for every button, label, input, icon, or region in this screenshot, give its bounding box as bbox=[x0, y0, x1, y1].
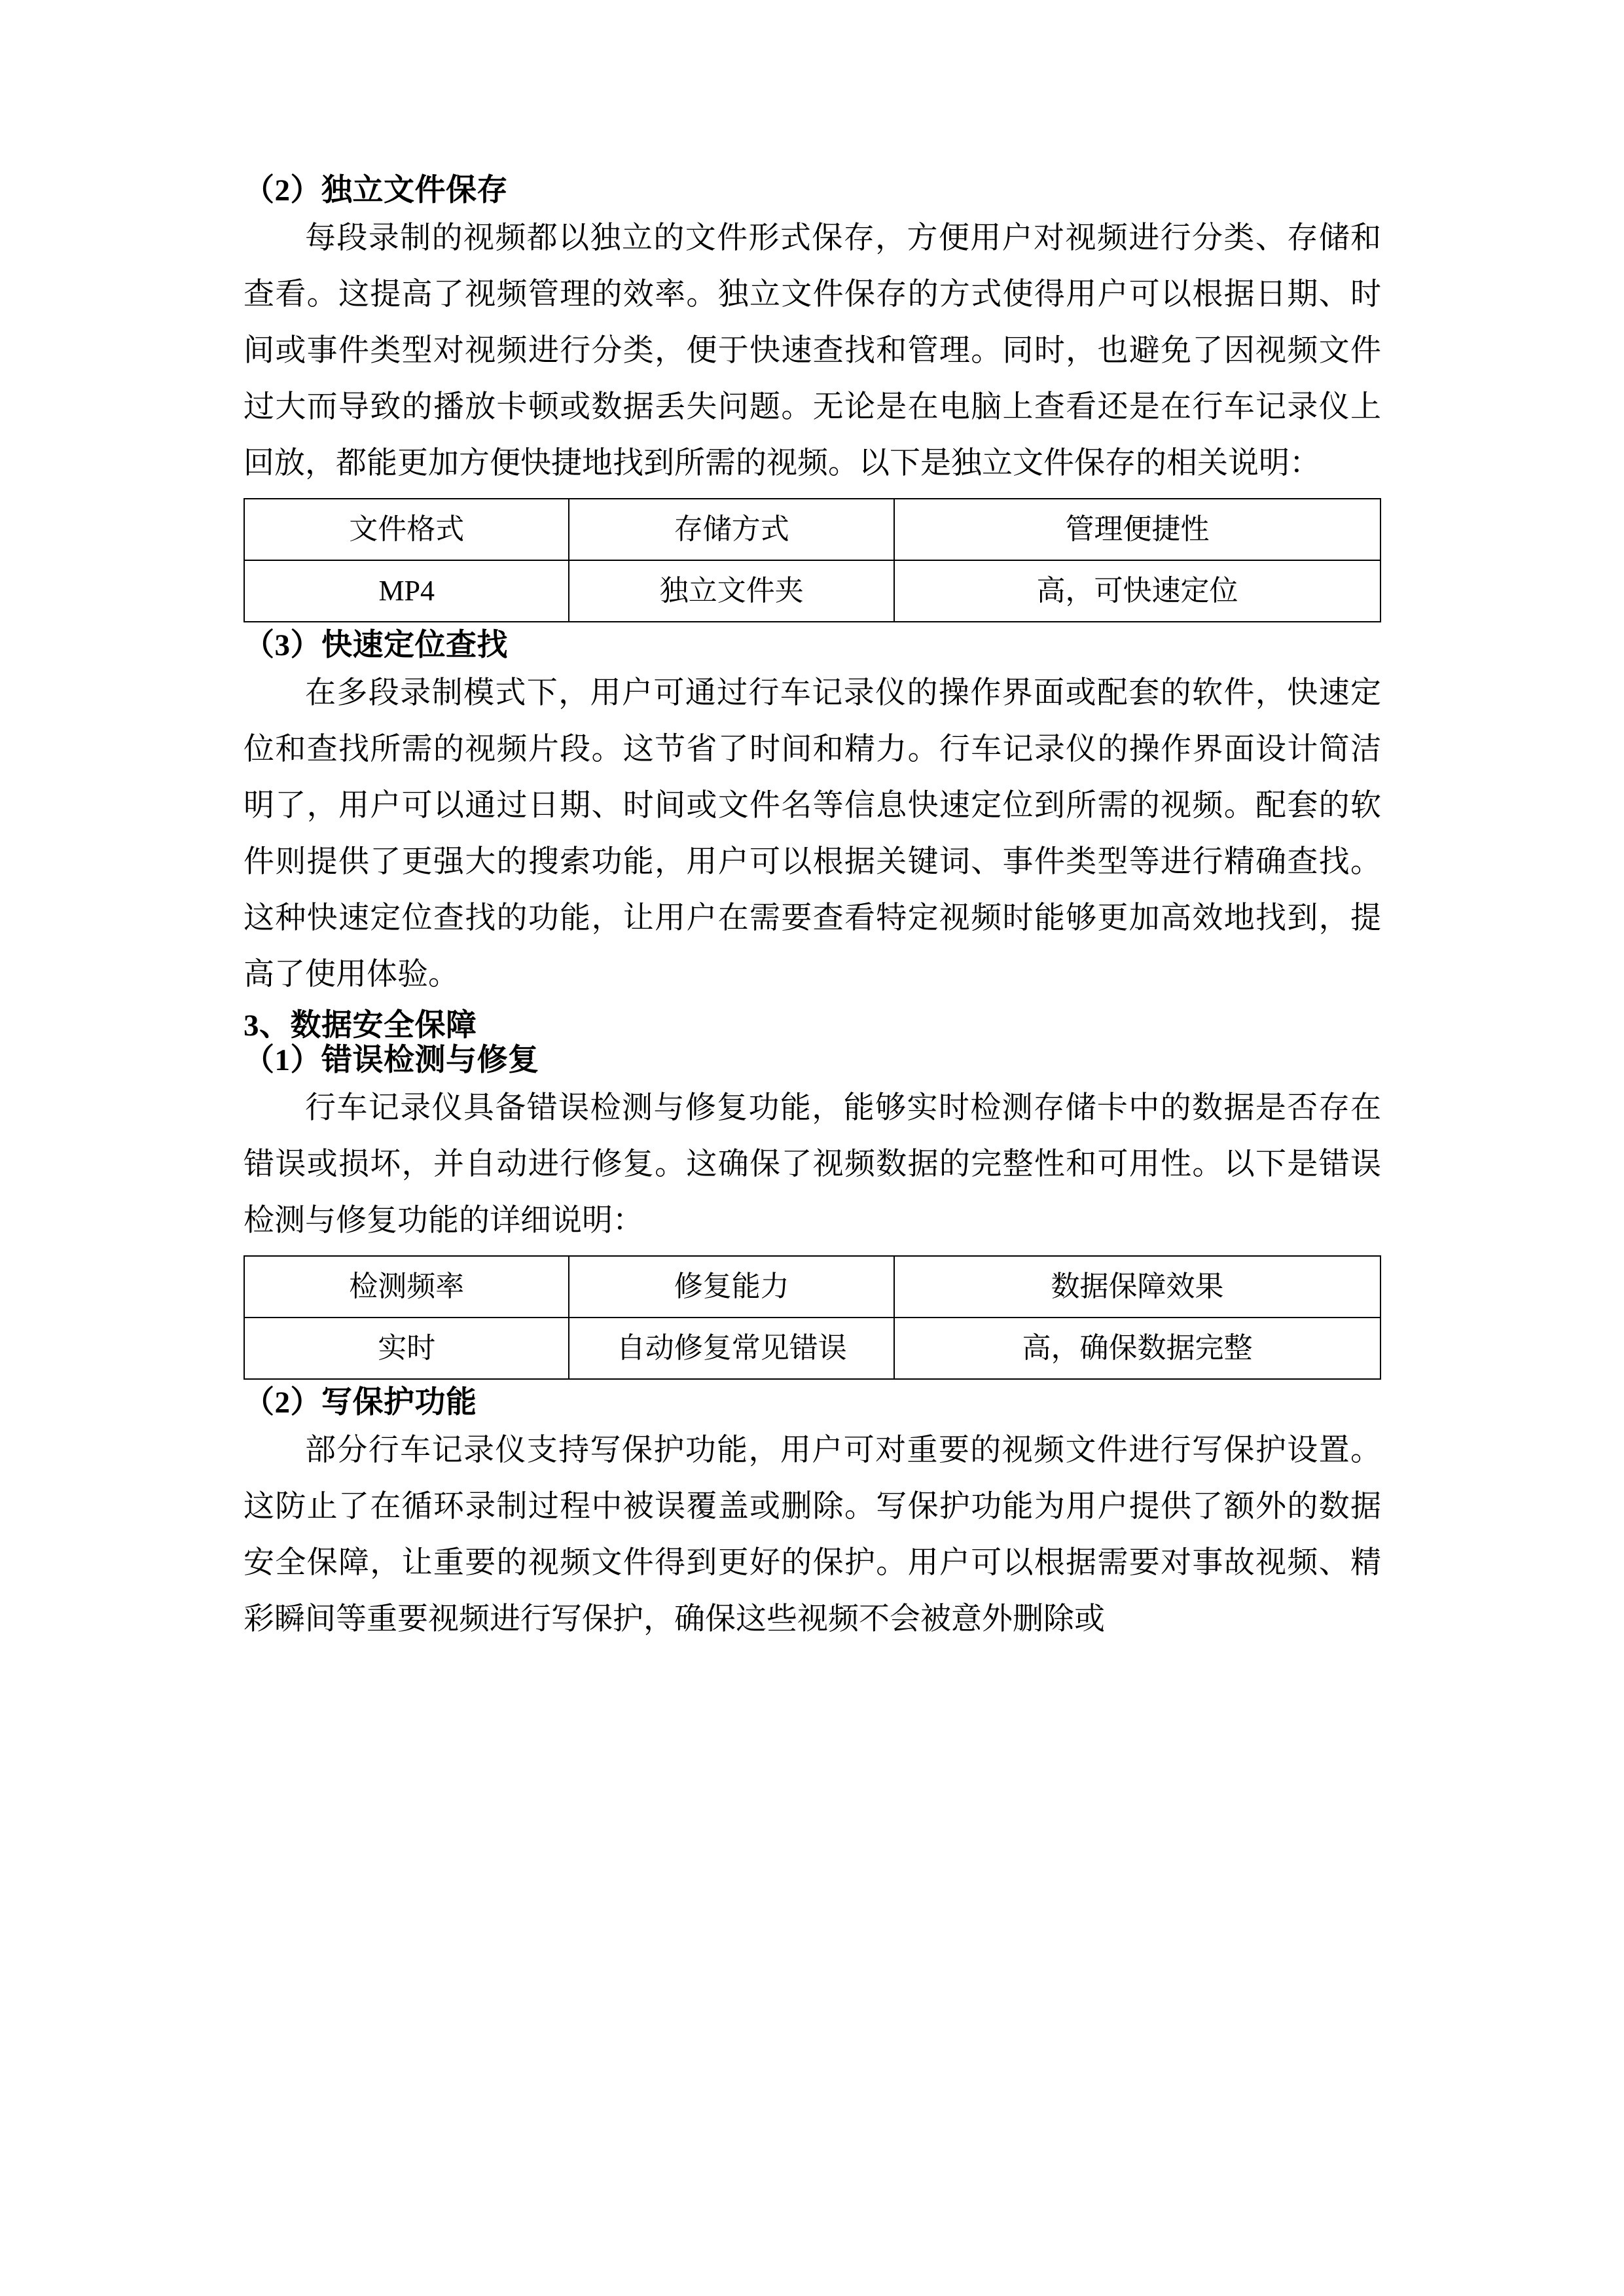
table-header-row bbox=[244, 499, 1380, 560]
section-heading-write-protection: （2）写保护功能 bbox=[244, 1386, 477, 1420]
table-cell: 高，可快速定位 bbox=[894, 560, 1380, 622]
table-header-row bbox=[244, 1256, 1380, 1318]
paragraph-write-protection: 部分行车记录仪支持写保护功能，用户可对重要的视频文件进行写保护设置。这防止了在循环录制过程中被误覆盖或删除。写保护功能为用户提供了额外的数据安全保障，让重要的视频文件得到更好的保护。用户可以根据需要对事故视频、精彩瞬间等重要视频进行写保护，确保这些视频不会被意外删除或 bbox=[244, 1433, 1381, 1636]
table-cell: 自动修复常见错误 bbox=[569, 1318, 893, 1379]
table-header-cell: 文件格式 bbox=[244, 499, 569, 560]
table-header-cell: 检测频率 bbox=[244, 1256, 569, 1318]
table-row bbox=[244, 1318, 1380, 1379]
table-error-detection bbox=[244, 1255, 1381, 1380]
table-cell: MP4 bbox=[244, 560, 569, 622]
section-heading-quick-locate-search: （3）快速定位查找 bbox=[244, 628, 508, 662]
document-body bbox=[244, 175, 1381, 1647]
paragraph-independent-file-save: 每段录制的视频都以独立的文件形式保存，方便用户对视频进行分类、存储和查看。这提高了视频管理的效率。独立文件保存的方式使得用户可以根据日期、时间或事件类型对视频进行分类，便于快速查找和管理。同时，也避免了因视频文件过大而导致的播放卡顿或数据丢失问题。无论是在电脑上查看还是在行车记录仪上回放，都能更加方便快捷地找到所需的视频。以下是独立文件保存的相关说明： bbox=[244, 221, 1381, 480]
table-cell: 独立文件夹 bbox=[569, 560, 893, 622]
table-cell: 高，确保数据完整 bbox=[894, 1318, 1380, 1379]
table-header-cell: 存储方式 bbox=[569, 499, 893, 560]
table-header-cell: 数据保障效果 bbox=[894, 1256, 1380, 1318]
section-heading-independent-file-save: （2）独立文件保存 bbox=[244, 173, 508, 207]
paragraph-error-detection: 行车记录仪具备错误检测与修复功能，能够实时检测存储卡中的数据是否存在错误或损坏，并自动进行修复。这确保了视频数据的完整性和可用性。以下是错误检测与修复功能的详细说明： bbox=[244, 1091, 1381, 1238]
table-header-cell: 修复能力 bbox=[569, 1256, 893, 1318]
paragraph-quick-locate-search: 在多段录制模式下，用户可通过行车记录仪的操作界面或配套的软件，快速定位和查找所需的视频片段。这节省了时间和精力。行车记录仪的操作界面设计简洁明了，用户可以通过日期、时间或文件名等信息快速定位到所需的视频。配套的软件则提供了更强大的搜索功能，用户可以根据关键词、事件类型等进行精确查找。这种快速定位查找的功能，让用户在需要查看特定视频时能够更加高效地找到，提高了使用体验。 bbox=[244, 676, 1381, 992]
section-heading-data-security: 3、数据安全保障 bbox=[244, 1009, 477, 1043]
table-cell: 实时 bbox=[244, 1318, 569, 1379]
table-file-storage bbox=[244, 498, 1381, 622]
table-row bbox=[244, 560, 1380, 622]
table-header-cell: 管理便捷性 bbox=[894, 499, 1380, 560]
section-heading-error-detection: （1）错误检测与修复 bbox=[244, 1043, 539, 1077]
